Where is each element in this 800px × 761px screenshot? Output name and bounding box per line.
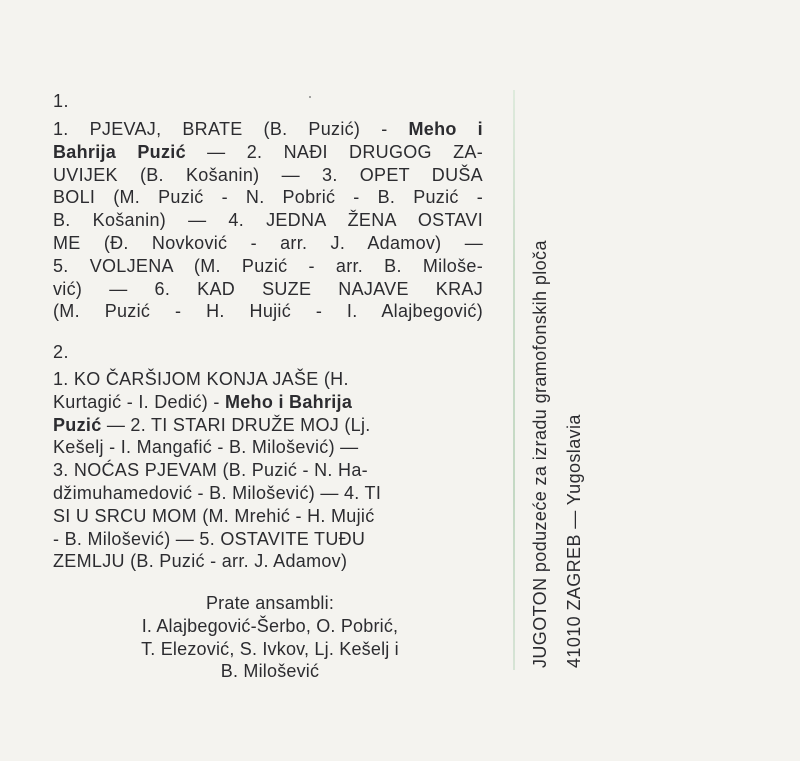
credits-line: B. Milošević [220,661,320,682]
tracklist-line [53,300,483,323]
track-text: džimuhamedović - B. Milošević) — 4. TI [53,482,382,503]
track-text: ME (Đ. Novković - arr. J. Adamov) — [53,232,483,253]
tracklist-line [53,550,483,573]
tracklist-line [53,368,483,391]
tracklist-line [53,141,483,164]
track-text: — 2. NAĐI DRUGOG ZA- [185,141,484,162]
tracklist-line [53,436,483,459]
credits-line: Prate ansambli: [205,593,335,613]
artist-name: Meho i [408,119,483,139]
tracklist-line [53,414,483,437]
tracklist-line [53,278,483,301]
tracklist-line [53,482,483,505]
track-text: UVIJEK (B. Košanin) — 3. OPET DUŠA [53,164,483,185]
track-text: ZEMLJU (B. Puzić - arr. J. Adamov) [53,551,348,572]
publisher-name: JUGOTON poduzeće za izradu gramofonskih ploča [530,240,550,668]
track-text: Kurtagić - I. Dedić) - [53,391,225,412]
track-text: vić) — 6. KAD SUZE NAJAVE KRAJ [53,278,483,299]
track-text: - B. Milošević) — 5. OSTAVITE TUĐU [53,528,366,549]
accompanying-ensembles [80,592,460,683]
side-2-heading: 2. [53,342,70,362]
track-text: 5. VOLJENA (M. Puzić - arr. B. Miloše- [53,255,483,276]
credits-line: T. Elezović, S. Ivkov, Lj. Kešelj i [141,638,399,659]
tracklist-line [53,391,483,414]
artist-name: Meho i Bahrija [224,391,353,412]
tracklist-line [53,118,483,141]
tracklist-line [53,505,483,528]
track-text: 1. KO ČARŠIJOM KONJA JAŠE (H. [53,369,349,389]
tracklist-line [53,164,483,187]
artist-name: Puzić [53,414,102,435]
publisher-address: 41010 ZAGREB — Yugoslavia [564,414,584,668]
side-2-tracklist [53,368,483,573]
tracklist-line [53,232,483,255]
tracklist-line [53,209,483,232]
track-text: 3. NOĆAS PJEVAM (B. Puzić - N. Ha- [53,460,368,481]
credits-line: I. Alajbegović-Šerbo, O. Pobrić, [141,615,399,636]
track-text: 1. PJEVAJ, BRATE (B. Puzić) - [53,119,409,139]
print-speck [309,96,311,98]
track-text: BOLI (M. Puzić - N. Pobrić - B. Puzić - [53,187,483,208]
tracklist-line [53,528,483,551]
tracklist-line [53,255,483,278]
track-text: Kešelj - I. Mangafić - B. Milošević) — [53,437,359,458]
track-text: B. Košanin) — 4. JEDNA ŽENA OSTAVI [53,210,483,231]
tracklist-line [53,186,483,209]
track-text: SI U SRCU MOM (M. Mrehić - H. Mujić [53,505,375,526]
side-1-tracklist [53,118,483,323]
artist-name: Bahrija Puzić [53,141,186,162]
side-1-heading: 1. [53,91,70,111]
tracklist-line [53,459,483,482]
track-text: (M. Puzić - H. Hujić - I. Alajbegović) [53,301,483,322]
green-divider-line [513,90,515,670]
track-text: — 2. TI STARI DRUŽE MOJ (Lj. [101,414,371,435]
